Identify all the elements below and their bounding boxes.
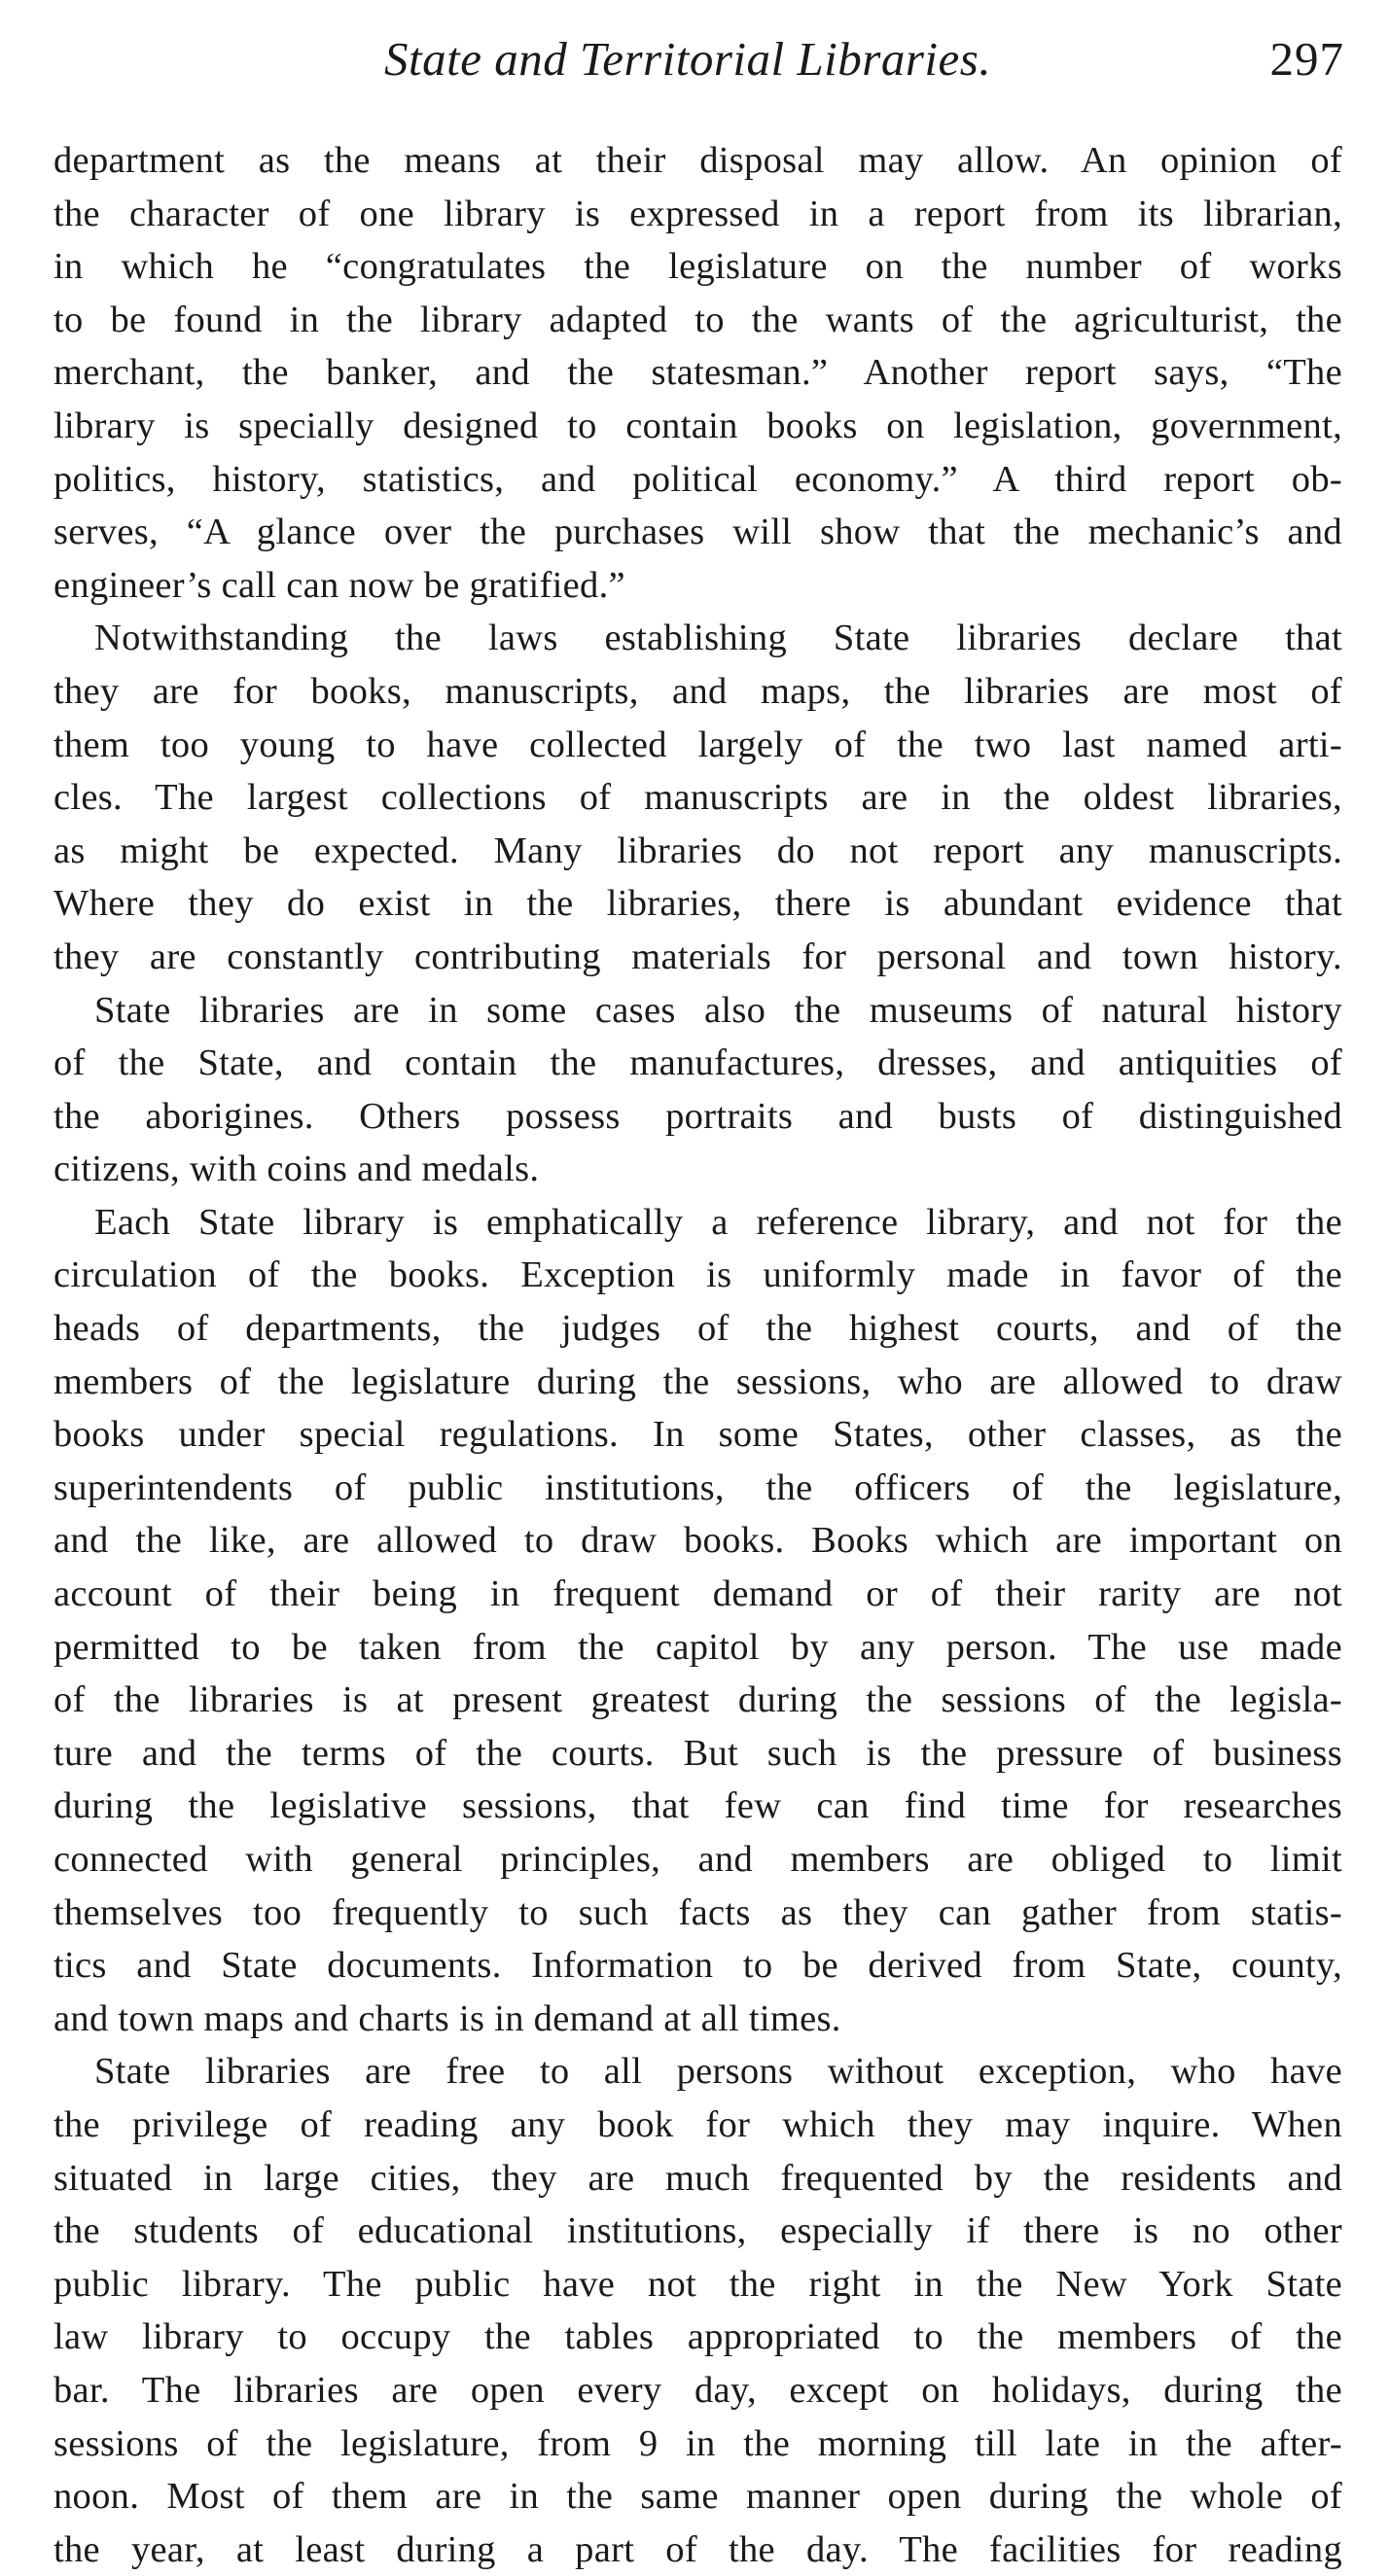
text-line: tics and State documents. Information to be derived from State, county, bbox=[53, 1945, 1342, 1987]
text-line: of the libraries is at present greatest during the sessions of the legisla- bbox=[53, 1679, 1342, 1721]
paragraph-4 bbox=[53, 1196, 1342, 2046]
text-line: department as the means at their disposal may allow. An opinion of bbox=[53, 140, 1342, 181]
text-line: the students of educational institutions, especially if there is no other bbox=[53, 2210, 1342, 2252]
text-line: Each State library is emphatically a reference library, and not for the bbox=[94, 1201, 1342, 1243]
text-line: the aborigines. Others possess portraits and busts of distinguished bbox=[53, 1095, 1342, 1137]
text-line: serves, “A glance over the purchases will show that the mechanic’s and bbox=[53, 512, 1342, 553]
text-line: superintendents of public institutions, the officers of the legislature, bbox=[53, 1466, 1342, 1508]
text-line: members of the legislature during the sessions, who are allowed to draw bbox=[53, 1360, 1342, 1402]
text-line: the character of one library is expressed in a report from its librarian, bbox=[53, 193, 1342, 234]
text-line: themselves too frequently to such facts as they can gather from statis- bbox=[53, 1891, 1342, 1933]
text-line: citizens, with coins and medals. bbox=[53, 1148, 540, 1190]
text-line: situated in large cities, they are much frequented by the residents and bbox=[53, 2157, 1342, 2199]
text-line: noon. Most of them are in the same manner open during the whole of bbox=[53, 2476, 1342, 2518]
text-line: State libraries are free to all persons without exception, who have bbox=[94, 2051, 1342, 2093]
text-line: account of their being in frequent demand or of their rarity are not bbox=[53, 1573, 1342, 1615]
text-line: them too young to have collected largely of the two last named arti- bbox=[53, 723, 1342, 765]
text-line: they are for books, manuscripts, and maps, the libraries are most of bbox=[53, 670, 1342, 712]
text-line: cles. The largest collections of manuscripts are in the oldest libraries, bbox=[53, 777, 1342, 819]
text-line: circulation of the books. Exception is uniformly made in favor of the bbox=[53, 1254, 1342, 1296]
text-line: Notwithstanding the laws establishing State libraries declare that bbox=[94, 618, 1342, 659]
running-head bbox=[53, 31, 1342, 99]
text-line: ture and the terms of the courts. But such is the pressure of business bbox=[53, 1732, 1342, 1774]
text-line: of the State, and contain the manufactures, dresses, and antiquities of bbox=[53, 1042, 1342, 1084]
book-page bbox=[53, 31, 1342, 2576]
text-line: State libraries are in some cases also the museums of natural history bbox=[94, 989, 1342, 1031]
text-line: to be found in the library adapted to the wants of the agriculturist, the bbox=[53, 299, 1342, 340]
text-line: politics, history, statistics, and political economy.” A third report ob- bbox=[53, 458, 1342, 500]
body-text bbox=[53, 134, 1342, 2576]
text-line: law library to occupy the tables appropriated to the members of the bbox=[53, 2316, 1342, 2358]
paragraph-5 bbox=[53, 2045, 1342, 2576]
text-line: and the like, are allowed to draw books. Books which are important on bbox=[53, 1520, 1342, 1562]
text-line: Where they do exist in the libraries, there is abundant evidence that bbox=[53, 883, 1342, 925]
page-number: 297 bbox=[1269, 32, 1344, 86]
text-line: public library. The public have not the right in the New York State bbox=[53, 2263, 1342, 2305]
text-line: merchant, the banker, and the statesman.” Another report says, “The bbox=[53, 352, 1342, 394]
text-line: library is specially designed to contain books on legislation, government, bbox=[53, 405, 1342, 446]
running-title: State and Territorial Libraries. bbox=[384, 32, 992, 86]
paragraph-2 bbox=[53, 612, 1342, 983]
text-line: as might be expected. Many libraries do not report any manuscripts. bbox=[53, 829, 1342, 871]
text-line: they are constantly contributing materials for personal and town history. bbox=[53, 935, 1342, 977]
text-line: sessions of the legislature, from 9 in the morning till late in the after- bbox=[53, 2422, 1342, 2464]
text-line: permitted to be taken from the capitol by any person. The use made bbox=[53, 1626, 1342, 1668]
paragraph-3 bbox=[53, 984, 1342, 1196]
text-line: during the legislative sessions, that few can find time for researches bbox=[53, 1785, 1342, 1827]
text-line: connected with general principles, and members are obliged to limit bbox=[53, 1839, 1342, 1880]
text-line: in which he “congratulates the legislature on the number of works bbox=[53, 246, 1342, 288]
text-line: engineer’s call can now be gratified.” bbox=[53, 564, 625, 606]
text-line: the year, at least during a part of the day. The facilities for reading bbox=[53, 2528, 1342, 2570]
text-line: the privilege of reading any book for which they may inquire. When bbox=[53, 2103, 1342, 2145]
paragraph-1 bbox=[53, 134, 1342, 612]
text-line: bar. The libraries are open every day, except on holidays, during the bbox=[53, 2369, 1342, 2411]
text-line: heads of departments, the judges of the highest courts, and of the bbox=[53, 1308, 1342, 1350]
text-line: and town maps and charts is in demand at all times. bbox=[53, 1997, 841, 2039]
text-line: books under special regulations. In some States, other classes, as the bbox=[53, 1414, 1342, 1456]
